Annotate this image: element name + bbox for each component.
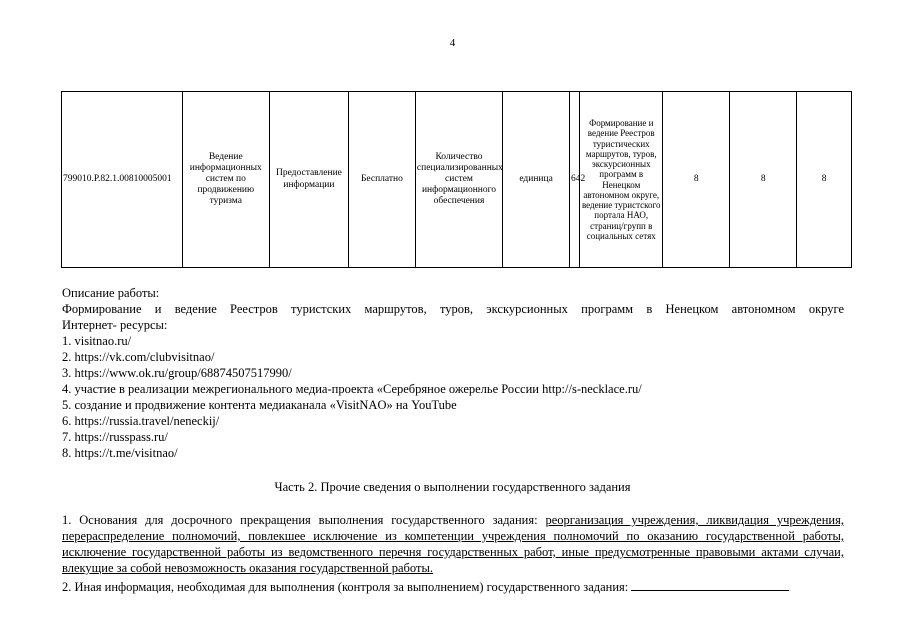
value-year-1-cell: 8 bbox=[663, 92, 730, 268]
work-description-cell: Формирование и ведение Реестров туристических маршрутов, туров, экскурсионных программ в Ненецком автономном округе, ведение туристского портала НАО, страниц/групп в социальных сетях bbox=[580, 92, 663, 268]
list-item: 4. участие в реализации межрегионального медиа-проекта «Серебряное ожерелье России http://s-necklace.ru/ bbox=[62, 382, 642, 396]
work-content-cell: Ведение информационных систем по продвижению туризма bbox=[182, 92, 269, 268]
list-item: 5. создание и продвижение контента медиаканала «VisitNAO» на YouTube bbox=[62, 398, 457, 412]
list-item: 2. https://vk.com/clubvisitnao/ bbox=[62, 350, 215, 364]
list-item: 1. visitnao.ru/ bbox=[62, 334, 132, 348]
value-year-3-cell: 8 bbox=[797, 92, 852, 268]
list-item: 7. https://russpass.ru/ bbox=[62, 430, 168, 444]
list-item: 6. https://russia.travel/neneckij/ bbox=[62, 414, 220, 428]
list-item: 8. https://t.me/visitnao/ bbox=[62, 446, 178, 460]
part-2-title: Часть 2. Прочие сведения о выполнении государственного задания bbox=[274, 480, 631, 494]
work-indicators-table bbox=[61, 91, 852, 268]
unit-name-cell: единица bbox=[503, 92, 570, 268]
other-info-label: 2. Иная информация, необходимая для выполнения (контроля за выполнением) государственного задания: bbox=[62, 580, 629, 594]
termination-grounds-text: реорганизация учреждения, ликвидация учреждения, перераспределение полномочий, повлекшее исключение из компетенции учреждения полномочий по оказанию государственной работы, исключение государственной работы из ведомственного перечня государственных работ, иные предусмотренные правовыми актами случаи, влекущие за собой невозможность оказания государственной работы. bbox=[62, 513, 844, 575]
value-year-2-cell: 8 bbox=[730, 92, 797, 268]
blank-fill-line bbox=[631, 578, 789, 591]
indicator-name-cell: Количество специализированных систем информационного обеспечения bbox=[415, 92, 502, 268]
other-info bbox=[62, 578, 789, 595]
okei-code-cell: 642 bbox=[570, 92, 580, 268]
description-label: Описание работы: bbox=[62, 286, 160, 300]
list-item: 3. https://www.ok.ru/group/68874507517990/ bbox=[62, 366, 292, 380]
table-row bbox=[62, 92, 852, 268]
termination-grounds-label: 1. Основания для досрочного прекращения выполнения государственного задания: bbox=[62, 513, 546, 527]
payment-cell: Бесплатно bbox=[348, 92, 415, 268]
page-number: 4 bbox=[449, 37, 456, 49]
resources-label: Интернет- ресурсы: bbox=[62, 318, 168, 332]
termination-grounds bbox=[62, 512, 844, 576]
description-text: Формирование и ведение Реестров туристских маршрутов, туров, экскурсионных программ в Ненецком автономном округе bbox=[62, 302, 844, 316]
registry-code-cell: 799010.Р.82.1.00810005001 bbox=[62, 92, 183, 268]
work-condition-cell: Предоставление информации bbox=[269, 92, 348, 268]
